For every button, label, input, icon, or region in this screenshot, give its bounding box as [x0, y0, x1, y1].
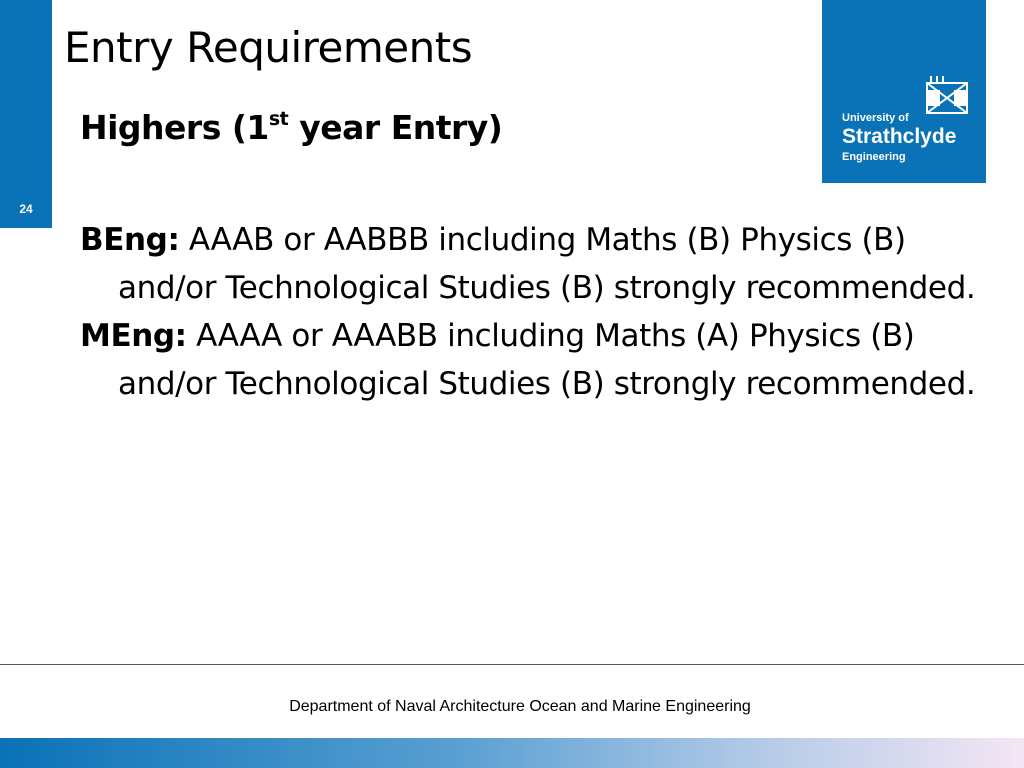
side-accent-bar	[0, 0, 52, 228]
slide-title: Entry Requirements	[64, 23, 473, 72]
entry-text: AAAB or AABBB including Maths (B) Physics (B) and/or Technological Studies (B) strongly recommended.	[118, 222, 976, 306]
logo-line-2: Strathclyde	[842, 125, 957, 148]
entry-meng	[80, 312, 980, 408]
slide-body	[80, 105, 980, 408]
page-number: 24	[19, 202, 33, 216]
footer-divider	[0, 664, 1024, 665]
entry-label: BEng:	[80, 222, 180, 258]
subheading-superscript: st	[268, 108, 289, 130]
logo-line-3: Engineering	[842, 151, 906, 163]
subheading-text: Highers (1	[80, 108, 269, 147]
subheading-suffix: year Entry)	[288, 108, 503, 147]
footer-gradient-band	[0, 738, 1024, 768]
footer-department: Department of Naval Architecture Ocean and Marine Engineering	[289, 698, 751, 715]
entry-text: AAAA or AAABB including Maths (A) Physics (B) and/or Technological Studies (B) strongly recommended.	[118, 318, 976, 402]
entry-label: MEng:	[80, 318, 187, 354]
entry-beng	[80, 216, 980, 312]
subheading	[80, 105, 980, 151]
logo-line-1: University of	[842, 112, 909, 124]
